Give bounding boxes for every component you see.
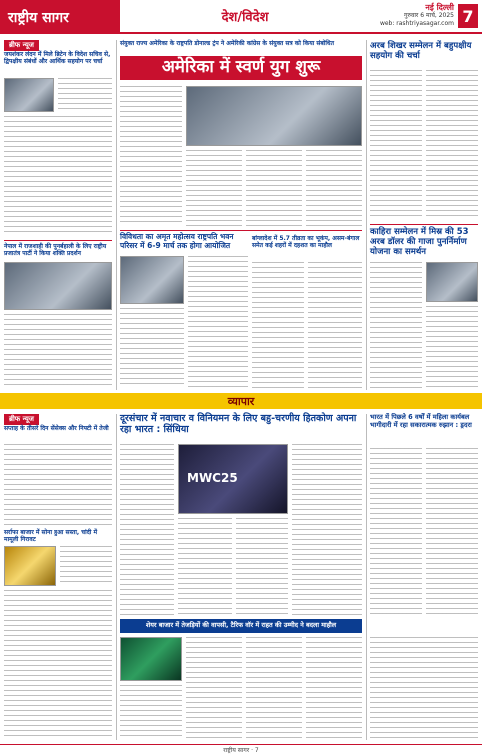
brief-headline-1: जयशंकर लंदन में मिले ब्रिटेन के विदेश सचिव से, द्विपक्षीय संबंधों और आर्थिक सहयोग पर चर्चा xyxy=(4,51,111,65)
main-kicker: संयुक्त राज्य अमेरिका के राष्ट्रपति डोनाल्ड ट्रंप ने अमेरिकी कांग्रेस के संयुक्त सत्र को किया संबोधित xyxy=(120,40,335,47)
date: गुरुवार 6 मार्च, 2025 xyxy=(404,12,454,19)
divider xyxy=(120,230,362,231)
market-brief-headline: सप्ताह के तीसरे दिन सेंसेक्स और निफ्टी में तेजी xyxy=(4,425,109,432)
business-section-band: व्यापार xyxy=(0,393,482,409)
stock-text-col3 xyxy=(246,637,302,740)
arab-text-col1 xyxy=(370,70,422,220)
telecom-text-col2 xyxy=(178,518,232,616)
telecom-headline: दूरसंचार में नवाचार व विनियमन के लिए बहु-चरणीय हितकोण अपना रहा भारत : सिंधिया xyxy=(120,413,357,435)
market-brief-text xyxy=(4,444,112,526)
mid-headline: विविधता का अमृत महोत्सव राष्ट्रपति भवन परिसर में 6-9 मार्च तक होगा आयोजित xyxy=(120,232,234,250)
cairo-text-col2 xyxy=(426,306,478,388)
main-text-col2 xyxy=(186,150,242,226)
stock-text-col1 xyxy=(120,685,182,740)
trump-address-photo xyxy=(186,86,362,146)
website: web: rashtriyasagar.com xyxy=(379,20,454,27)
main-text-col1 xyxy=(120,86,182,226)
stock-text-col4 xyxy=(306,637,362,740)
masthead-meta xyxy=(370,0,482,34)
mid-text-col2 xyxy=(188,256,248,388)
gold-coins-photo xyxy=(4,546,56,586)
column-rule xyxy=(366,414,367,740)
section-title: देश/विदेश xyxy=(120,0,370,34)
earthquake-headline: बांग्लादेश में 5.7 तीव्रता का भूकंप, असम-बंगाल समेत कई शहरों में दहशत का माहौल xyxy=(252,235,360,249)
cairo-summit-photo xyxy=(426,262,478,302)
bullion-text-b xyxy=(4,590,112,740)
column-rule xyxy=(116,414,117,740)
main-text-col3 xyxy=(246,150,302,226)
masthead xyxy=(0,0,482,34)
women-text-col1 xyxy=(370,448,422,616)
paper-name: राष्ट्रीय सागर xyxy=(0,0,120,34)
date-block xyxy=(380,4,454,28)
women-workforce-headline: भारत में पिछले 6 वर्षों में महिला कार्यबल भागीदारी में रहा सकारात्मक रुझान : ड्रदरा xyxy=(370,413,472,429)
mid-text-col1 xyxy=(120,308,184,388)
cairo-headline: काहिरा सम्मेलन में मिस्र की 53 अरब डॉलर की गाजा पुनर्निर्माण योजना का समर्थन xyxy=(370,227,469,257)
arab-summit-headline: अरब शिखर सम्मेलन में बहुपक्षीय सहयोग की चर्चा xyxy=(370,41,472,61)
quake-text-col1 xyxy=(252,262,304,388)
bullion-brief-headline: सर्राफा बाजार में सोना हुआ सस्ता, चांदी में मामूली गिरावट xyxy=(4,529,98,543)
column-rule xyxy=(366,40,367,390)
page-number: 7 xyxy=(458,4,478,28)
cairo-text-col1 xyxy=(370,262,422,388)
brief-photo-1 xyxy=(4,78,54,112)
rashtrapati-bhavan-photo xyxy=(120,256,184,304)
brief-text-1b xyxy=(4,116,112,236)
divider xyxy=(4,240,112,241)
divider xyxy=(370,224,478,225)
stock-market-headline: शेयर बाजार में तेजड़ियों की वापसी, टैरिफ वॉर में राहत की उम्मीद ने बदला माहौल xyxy=(120,619,362,633)
telecom-text-col4 xyxy=(292,444,362,616)
arab-text-col2 xyxy=(426,70,478,220)
main-headline: अमेरिका में स्वर्ण युग शुरू xyxy=(120,56,362,80)
telecom-text-col1 xyxy=(120,444,174,616)
brief-label-bottom: ब्रीफ न्यूज xyxy=(4,414,39,425)
right-bottom-text xyxy=(370,637,478,740)
brief-label-top: ब्रीफ न्यूज xyxy=(4,40,39,51)
city: नई दिल्ली xyxy=(425,3,454,12)
quake-text-col2 xyxy=(308,262,362,388)
main-text-col4 xyxy=(306,150,362,226)
stock-text-col2 xyxy=(186,637,242,740)
photo-caption: MWC25 xyxy=(187,471,238,485)
column-rule xyxy=(116,40,117,390)
page-footer: राष्ट्रीय सागर · 7 xyxy=(0,744,482,755)
telecom-text-col3 xyxy=(236,518,288,616)
nepal-rally-photo xyxy=(4,262,112,310)
brief-headline-2: नेपाल में राजशाही की पुनर्बहाली के लिए राष्ट्रीय प्रजातंत्र पार्टी ने किया शक्ति प्रदर्शन xyxy=(4,243,107,257)
women-text-col2 xyxy=(426,448,478,616)
bullion-text-a xyxy=(60,546,112,586)
mwc-stage-photo xyxy=(178,444,288,514)
brief-text-1a xyxy=(58,78,112,112)
brief-text-2 xyxy=(4,314,112,388)
stock-chart-photo xyxy=(120,637,182,681)
